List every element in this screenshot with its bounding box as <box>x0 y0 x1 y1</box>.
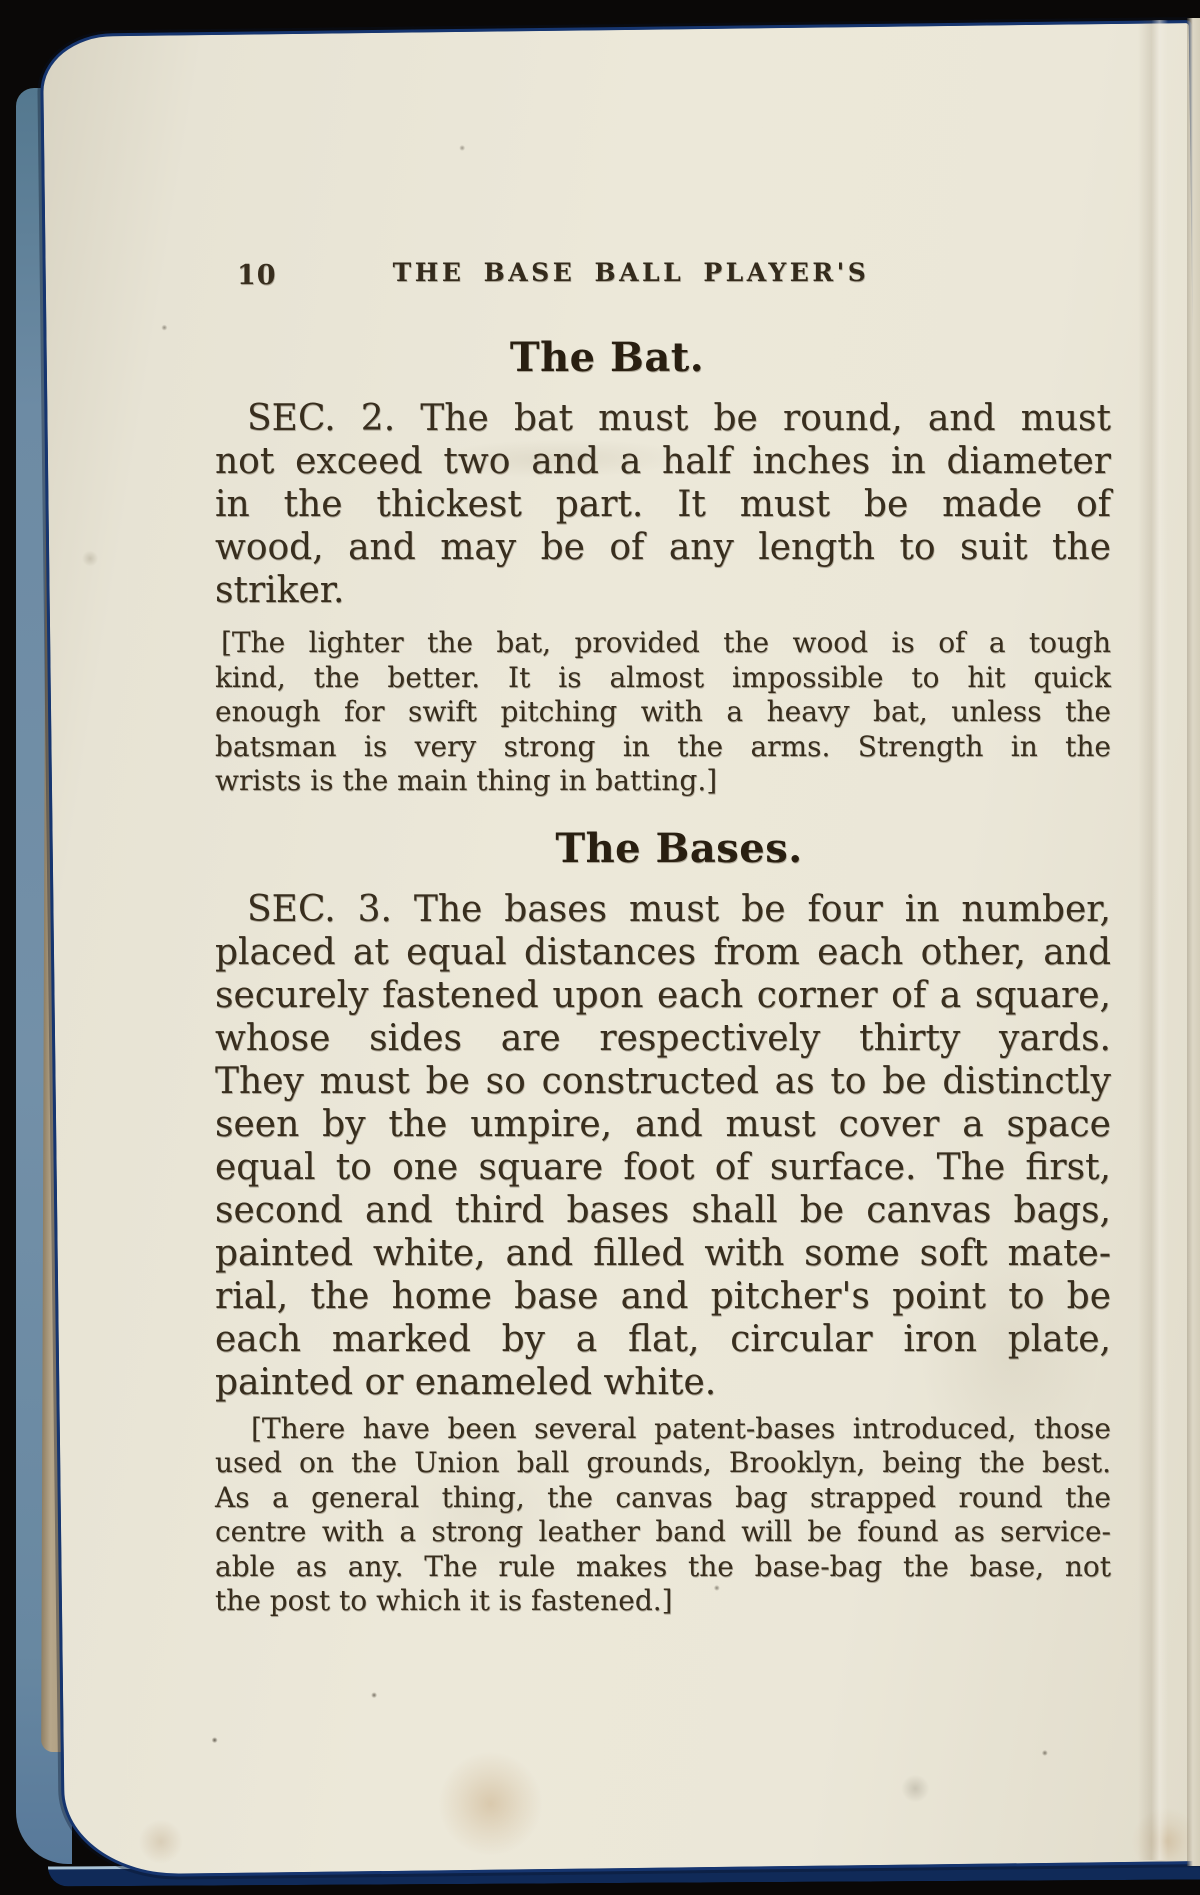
running-head: THE BASE BALL PLAYER'S <box>392 258 870 287</box>
text-line: As a general thing, the canvas bag strapped round the <box>215 1480 1111 1514</box>
page-number: 10 <box>237 260 277 291</box>
printed-content <box>215 258 1111 1619</box>
text-line: wrists is the main thing in batting.] <box>215 764 718 797</box>
commentary-note-sec-2 <box>215 626 1111 799</box>
text-line: They must be so constructed as to be distinctly <box>215 1060 1111 1102</box>
text-line: SEC. 3. The bases must be four in number, <box>247 888 1111 930</box>
text-line: placed at equal distances from each other, and <box>215 931 1111 973</box>
text-line: [There have been several patent-bases introduced, those <box>251 1411 1111 1445</box>
rule-paragraph-sec-3 <box>215 888 1111 1404</box>
rule-paragraph-sec-2 <box>215 397 1111 612</box>
text-line: not exceed two and a half inches in diameter <box>215 441 1111 482</box>
text-line: [The lighter the bat, provided the wood is of a tough <box>221 626 1111 659</box>
text-line: painted white, and filled with some soft mate- <box>215 1232 1111 1274</box>
text-line: centre with a strong leather band will be found as service- <box>215 1515 1111 1548</box>
text-line: securely fastened upon each corner of a square, <box>215 974 1111 1016</box>
page-crease <box>1138 20 1168 1860</box>
text-line: rial, the home base and pitcher's point to be <box>215 1275 1111 1317</box>
text-line: painted or enameled white. <box>215 1361 717 1403</box>
text-line: in the thickest part. It must be made of <box>215 484 1111 525</box>
masthead <box>215 258 1111 294</box>
text-line: second and third bases shall be canvas bags, <box>215 1189 1111 1231</box>
section-heading-the-bat: The Bat. <box>509 334 705 381</box>
text-line: equal to one square foot of surface. The first, <box>215 1146 1111 1188</box>
text-line: used on the Union ball grounds, Brooklyn, being the best. <box>215 1446 1111 1479</box>
page-right-edge <box>1187 18 1200 1866</box>
text-line: each marked by a flat, circular iron plate, <box>215 1318 1111 1360</box>
text-line: SEC. 2. The bat must be round, and must <box>247 398 1111 439</box>
commentary-note-sec-3 <box>215 1412 1111 1619</box>
text-line: batsman is very strong in the arms. Strength in the <box>215 729 1111 763</box>
text-line: whose sides are respectively thirty yards. <box>215 1017 1111 1059</box>
text-line: wood, and may be of any length to suit the <box>215 527 1111 568</box>
text-line: seen by the umpire, and must cover a space <box>215 1103 1111 1145</box>
text-line: striker. <box>215 570 345 611</box>
text-line: enough for swift pitching with a heavy bat, unless the <box>215 695 1111 728</box>
text-line: able as any. The rule makes the base-bag the base, not <box>215 1549 1111 1583</box>
text-line: the post to which it is fastened.] <box>215 1584 673 1617</box>
section-heading-the-bases: The Bases. <box>555 824 803 872</box>
text-line: kind, the better. It is almost impossible to hit quick <box>215 660 1111 694</box>
